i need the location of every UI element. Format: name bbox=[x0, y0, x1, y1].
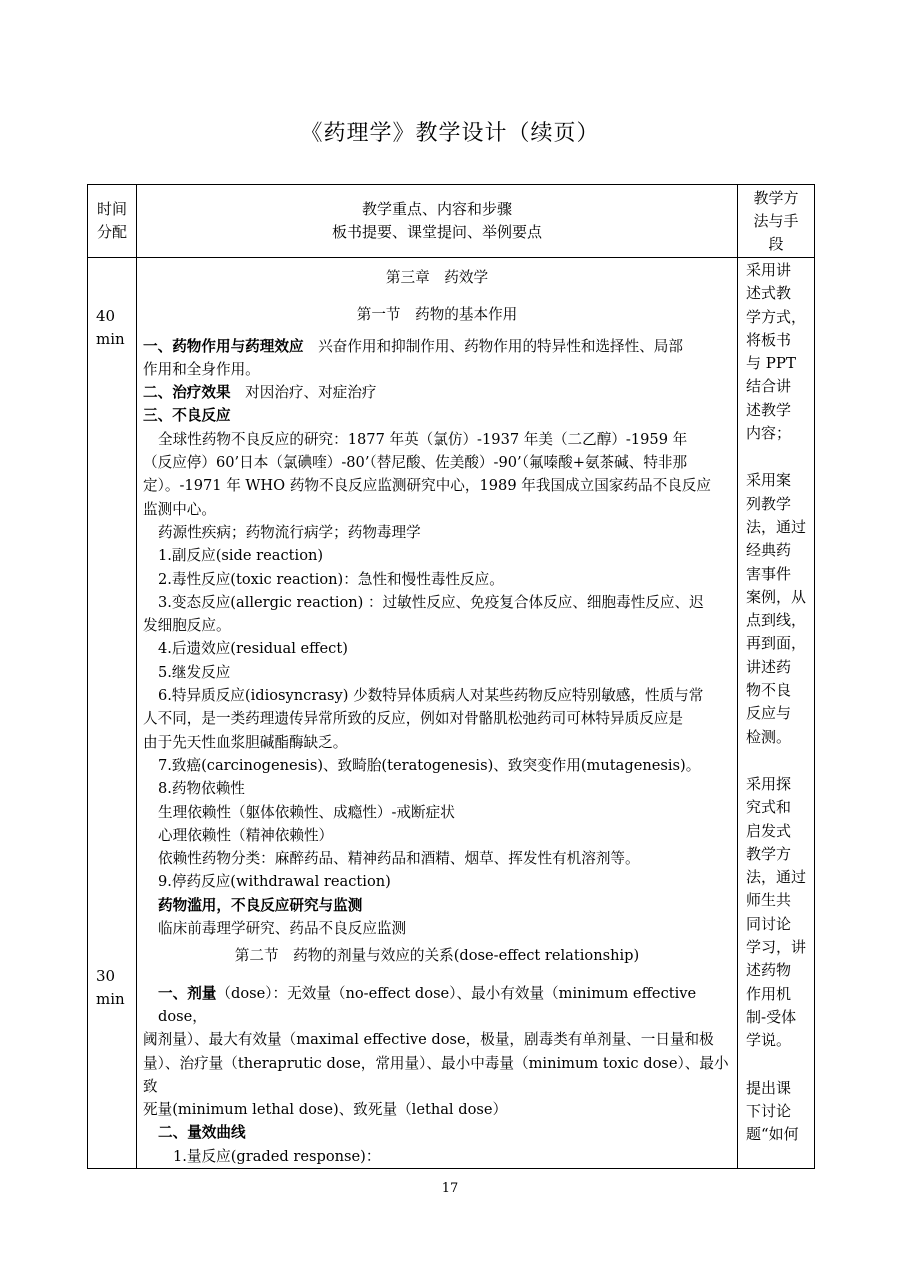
time-slot-30min: 30 min bbox=[96, 967, 125, 1008]
content-paragraph bbox=[143, 381, 731, 404]
header-content bbox=[137, 185, 738, 258]
reaction-item: 6.特异质反应(idiosyncrasy) 少数特异体质病人对某些药物反应特别敏感，性质与常 bbox=[158, 687, 704, 705]
reaction-item: 4.后遗效应(residual effect) bbox=[158, 640, 348, 658]
history-line: 全球性药物不良反应的研究：1877 年英（氯仿）-1937 年美（二乙醇）-1959 年 bbox=[158, 430, 688, 448]
dose-line: 阈剂量）、最大有效量（maximal effective dose，极量，剧毒类有单剂量、一日量和极 bbox=[143, 1031, 714, 1049]
header-method bbox=[738, 185, 815, 258]
content-line: 临床前毒理学研究、药品不良反应监测 bbox=[158, 920, 407, 938]
method-column bbox=[738, 258, 815, 1169]
content-paragraph bbox=[143, 335, 731, 358]
teaching-design-table bbox=[87, 184, 815, 1169]
item-heading: 一、剂量 bbox=[158, 984, 217, 1002]
header-time-line: 分配 bbox=[96, 223, 127, 241]
item-heading: 一、药物作用与药理效应 bbox=[143, 337, 304, 355]
content-line: 作用和全身作用。 bbox=[143, 360, 260, 378]
reaction-item: 7.致癌(carcinogenesis)、致畸胎(teratogenesis)、致突变作用(mutagenesis)。 bbox=[158, 756, 701, 774]
table-body-row bbox=[88, 258, 815, 1169]
content-line: 药源性疾病；药物流行病学；药物毒理学 bbox=[158, 523, 421, 541]
item-heading: 三、不良反应 bbox=[143, 407, 231, 425]
reaction-item: 9.停药反应(withdrawal reaction) bbox=[158, 873, 391, 891]
time-slot-40min: 40 min bbox=[96, 307, 125, 348]
header-content-line: 板书提要、课堂提问、举例要点 bbox=[331, 223, 542, 241]
header-content-line: 教学重点、内容和步骤 bbox=[361, 200, 512, 218]
content-paragraph bbox=[143, 982, 731, 1029]
header-method-line: 法与手 bbox=[753, 211, 799, 230]
page-number: 17 bbox=[441, 1181, 459, 1196]
method-block: 采用案 列教学 法，通过 经典药 害事件 案例，从 点到线， 再到面， 讲述药 物不良 反应与 检测。 bbox=[746, 471, 807, 746]
method-block: 提出课 下讨论 题“如何 bbox=[746, 1078, 799, 1144]
reaction-subitem: 依赖性药物分类：麻醉药品、精神药品和酒精、烟草、挥发性有机溶剂等。 bbox=[158, 850, 640, 868]
history-line: 监测中心。 bbox=[143, 500, 216, 518]
table-header-row bbox=[88, 185, 815, 258]
history-line: 定）。-1971 年 WHO 药物不良反应监测研究中心，1989 年我国成立国家药品不良反应 bbox=[143, 477, 711, 495]
item-heading: 药物滥用，不良反应研究与监测 bbox=[158, 896, 363, 914]
reaction-item-cont: 发细胞反应。 bbox=[143, 617, 231, 635]
reaction-item-cont: 人不同，是一类药理遗传异常所致的反应，例如对骨骼肌松弛药司可林特异质反应是 bbox=[143, 710, 683, 728]
header-time-line: 时间 bbox=[96, 200, 127, 218]
section-heading: 第二节 药物的剂量与效应的关系(dose-effect relationship) bbox=[234, 947, 640, 965]
content-line: 1.量反应(graded response)： bbox=[173, 1147, 381, 1165]
reaction-item: 8.药物依赖性 bbox=[158, 780, 245, 798]
item-text: 兴奋作用和抑制作用、药物作用的特异性和选择性、局部 bbox=[303, 337, 683, 355]
item-heading: 二、治疗效果 bbox=[143, 384, 231, 402]
method-block: 采用讲 述式教 学方式， 将板书 与 PPT 结合讲 述教学 内容； bbox=[746, 261, 807, 443]
item-text: 对因治疗、对症治疗 bbox=[230, 384, 377, 402]
dose-line: 死量(minimum lethal dose)、致死量（lethal dose） bbox=[143, 1101, 508, 1119]
reaction-item: 1.副反应(side reaction) bbox=[158, 547, 324, 565]
reaction-item: 3.变态反应(allergic reaction) ：过敏性反应、免疫复合体反应、细胞毒性反应、迟 bbox=[158, 593, 704, 611]
time-column bbox=[88, 258, 137, 1169]
header-time bbox=[88, 185, 137, 258]
header-method-line: 教学方 bbox=[753, 188, 799, 207]
content-column bbox=[137, 258, 738, 1169]
reaction-item-cont: 由于先天性血浆胆碱酯酶缺乏。 bbox=[143, 733, 348, 751]
dose-text: （dose）：无效量（no-effect dose）、最小有效量（minimum effective dose， bbox=[158, 984, 697, 1025]
history-line: （反应停）60’日本（氯碘喹）-80’（替尼酸、佐美酸）-90’（氟嗪酸+氨茶碱、特非那 bbox=[143, 454, 688, 472]
dose-line: 量）、治疗量（theraprutic dose，常用量）、最小中毒量（minimum toxic dose）、最小致 bbox=[143, 1054, 729, 1095]
item-heading: 二、量效曲线 bbox=[158, 1124, 246, 1142]
method-block: 采用探 究式和 启发式 教学方 法，通过 师生共 同讨论 学习，讲 述药物 作用机 制-受体 学说。 bbox=[746, 774, 807, 1050]
header-method-line: 段 bbox=[768, 234, 784, 253]
section-heading: 第一节 药物的基本作用 bbox=[356, 306, 518, 324]
page-title: 《药理学》教学设计（续页） bbox=[300, 121, 600, 146]
chapter-heading: 第三章 药效学 bbox=[385, 269, 489, 286]
reaction-subitem: 生理依赖性（躯体依赖性、成瘾性）-戒断症状 bbox=[158, 803, 455, 821]
reaction-item: 5.继发反应 bbox=[158, 663, 231, 681]
reaction-item: 2.毒性反应(toxic reaction)：急性和慢性毒性反应。 bbox=[158, 570, 504, 588]
reaction-subitem: 心理依赖性（精神依赖性） bbox=[158, 826, 334, 844]
